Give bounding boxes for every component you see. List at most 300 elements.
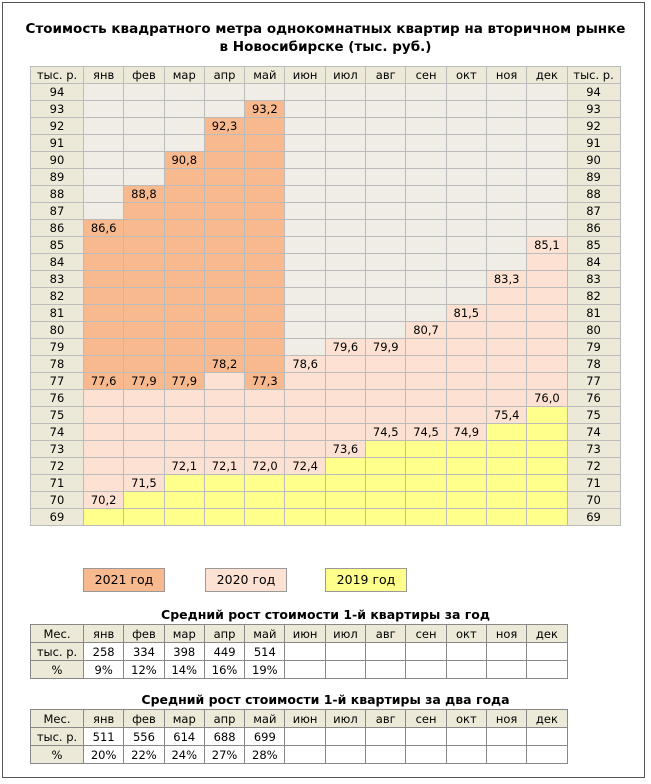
y-tick-left: 90 xyxy=(31,152,84,169)
grid-cell xyxy=(446,458,486,475)
grid-cell xyxy=(164,220,204,237)
grid-cell xyxy=(325,373,365,390)
grid-cell xyxy=(527,220,567,237)
month-header: мар xyxy=(164,710,204,728)
grid-cell xyxy=(406,373,446,390)
grid-cell xyxy=(245,322,285,339)
y-tick-left: 72 xyxy=(31,458,84,475)
grid-cell xyxy=(366,509,406,526)
growth-value xyxy=(486,728,526,746)
grid-cell xyxy=(446,203,486,220)
month-header: окт xyxy=(446,710,486,728)
growth-value xyxy=(486,643,526,661)
growth-percent xyxy=(285,746,325,764)
grid-cell xyxy=(84,356,124,373)
grid-cell xyxy=(366,390,406,407)
grid-cell xyxy=(285,186,325,203)
chart-title xyxy=(0,20,651,56)
grid-cell xyxy=(84,135,124,152)
grid-row xyxy=(31,152,621,169)
grid-row xyxy=(31,135,621,152)
grid-cell xyxy=(124,407,164,424)
grid-row xyxy=(31,407,621,424)
y-tick-left: 73 xyxy=(31,441,84,458)
growth-value: 514 xyxy=(245,643,285,661)
grid-cell xyxy=(124,441,164,458)
grid-cell xyxy=(527,186,567,203)
value-2020: 83,3 xyxy=(486,271,526,288)
grid-cell xyxy=(164,475,204,492)
growth-value: 398 xyxy=(164,643,204,661)
grid-cell xyxy=(366,254,406,271)
value-2019: 72,1 xyxy=(164,458,204,475)
grid-cell xyxy=(164,135,204,152)
grid-cell xyxy=(245,118,285,135)
grid-cell xyxy=(406,407,446,424)
grid-cell xyxy=(84,441,124,458)
y-tick-right: 83 xyxy=(567,271,620,288)
y-tick-right: 70 xyxy=(567,492,620,509)
grid-cell xyxy=(164,424,204,441)
grid-cell xyxy=(84,186,124,203)
grid-cell xyxy=(325,407,365,424)
month-header-4: апр xyxy=(204,67,244,84)
grid-cell xyxy=(124,339,164,356)
grid-cell xyxy=(527,84,567,101)
grid-row xyxy=(31,84,621,101)
grid-cell xyxy=(325,509,365,526)
grid-cell xyxy=(204,322,244,339)
grid-cell xyxy=(285,288,325,305)
value-2019: 74,5 xyxy=(406,424,446,441)
grid-cell xyxy=(446,237,486,254)
grid-cell xyxy=(285,373,325,390)
grid-cell xyxy=(245,152,285,169)
y-tick-right: 71 xyxy=(567,475,620,492)
month-header: янв xyxy=(84,710,124,728)
month-header: фев xyxy=(124,625,164,643)
value-2020: 79,9 xyxy=(366,339,406,356)
value-2020: 78,2 xyxy=(204,356,244,373)
growth-value xyxy=(325,643,365,661)
value-2020: 79,6 xyxy=(325,339,365,356)
y-tick-right: 85 xyxy=(567,237,620,254)
growth-percent: 9% xyxy=(84,661,124,679)
growth-value xyxy=(366,643,406,661)
grid-cell xyxy=(204,373,244,390)
grid-cell xyxy=(446,339,486,356)
y-tick-left: 89 xyxy=(31,169,84,186)
title-line-1: Стоимость квадратного метра однокомнатных квартир на вторичном рынке xyxy=(25,21,626,37)
grid-cell xyxy=(84,169,124,186)
growth-value: 258 xyxy=(84,643,124,661)
y-tick-left: 93 xyxy=(31,101,84,118)
grid-cell xyxy=(124,305,164,322)
grid-cell xyxy=(164,407,204,424)
grid-cell xyxy=(285,152,325,169)
month-header: апр xyxy=(204,625,244,643)
month-header-10: окт xyxy=(446,67,486,84)
growth-percent: 12% xyxy=(124,661,164,679)
grid-cell xyxy=(406,169,446,186)
grid-row xyxy=(31,254,621,271)
grid-cell xyxy=(204,271,244,288)
grid-cell xyxy=(527,475,567,492)
grid-cell xyxy=(366,441,406,458)
y-tick-left: 94 xyxy=(31,84,84,101)
value-2019: 73,6 xyxy=(325,441,365,458)
value-2019: 76,0 xyxy=(527,390,567,407)
grid-cell xyxy=(406,118,446,135)
grid-cell xyxy=(285,220,325,237)
grid-cell xyxy=(164,390,204,407)
row-label: Мес. xyxy=(31,625,84,643)
grid-cell xyxy=(406,220,446,237)
growth-value: 334 xyxy=(124,643,164,661)
month-header-1: янв xyxy=(84,67,124,84)
y-tick-left: 75 xyxy=(31,407,84,424)
grid-cell xyxy=(446,220,486,237)
value-2019: 70,2 xyxy=(84,492,124,509)
grid-cell xyxy=(245,271,285,288)
grid-cell xyxy=(204,509,244,526)
month-header-3: мар xyxy=(164,67,204,84)
stats-row xyxy=(31,746,568,764)
grid-row xyxy=(31,390,621,407)
growth-value xyxy=(325,728,365,746)
month-header: янв xyxy=(84,625,124,643)
grid-cell xyxy=(204,186,244,203)
y-tick-left: 88 xyxy=(31,186,84,203)
grid-cell xyxy=(204,475,244,492)
grid-cell xyxy=(325,237,365,254)
grid-cell xyxy=(245,135,285,152)
grid-cell xyxy=(164,186,204,203)
grid-cell xyxy=(164,339,204,356)
grid-cell xyxy=(124,220,164,237)
growth-percent: 28% xyxy=(245,746,285,764)
grid-cell xyxy=(84,509,124,526)
grid-cell xyxy=(366,492,406,509)
grid-cell xyxy=(325,135,365,152)
grid-cell xyxy=(366,118,406,135)
grid-cell xyxy=(527,101,567,118)
grid-cell xyxy=(527,203,567,220)
legend-2020: 2020 год xyxy=(205,568,287,592)
y-tick-right: 79 xyxy=(567,339,620,356)
value-2020: 80,7 xyxy=(406,322,446,339)
grid-cell xyxy=(285,237,325,254)
grid-cell xyxy=(366,220,406,237)
grid-cell xyxy=(245,424,285,441)
month-header-12: дек xyxy=(527,67,567,84)
grid-cell xyxy=(446,390,486,407)
grid-cell xyxy=(366,203,406,220)
grid-cell xyxy=(245,390,285,407)
grid-cell xyxy=(486,322,526,339)
y-tick-right: 77 xyxy=(567,373,620,390)
grid-cell xyxy=(366,475,406,492)
month-header: дек xyxy=(527,625,567,643)
grid-cell xyxy=(486,118,526,135)
growth-value xyxy=(285,643,325,661)
y-tick-right: 90 xyxy=(567,152,620,169)
grid-cell xyxy=(124,152,164,169)
grid-cell xyxy=(527,424,567,441)
month-header-11: ноя xyxy=(486,67,526,84)
grid-row xyxy=(31,203,621,220)
grid-cell xyxy=(446,101,486,118)
value-2019: 72,0 xyxy=(245,458,285,475)
row-label: тыс. р. xyxy=(31,643,84,661)
month-header: авг xyxy=(366,625,406,643)
grid-cell xyxy=(366,356,406,373)
grid-row xyxy=(31,237,621,254)
grid-cell xyxy=(245,203,285,220)
growth-percent xyxy=(285,661,325,679)
y-tick-left: 69 xyxy=(31,509,84,526)
grid-row xyxy=(31,356,621,373)
grid-cell xyxy=(204,203,244,220)
grid-cell xyxy=(164,356,204,373)
grid-cell xyxy=(164,84,204,101)
value-2020: 77,9 xyxy=(124,373,164,390)
grid-cell xyxy=(486,305,526,322)
grid-cell xyxy=(245,84,285,101)
grid-cell xyxy=(486,237,526,254)
grid-cell xyxy=(245,186,285,203)
stats-two-years-table xyxy=(30,709,568,764)
y-tick-right: 87 xyxy=(567,203,620,220)
y-tick-right: 69 xyxy=(567,509,620,526)
growth-value: 511 xyxy=(84,728,124,746)
grid-cell xyxy=(366,152,406,169)
y-tick-left: 84 xyxy=(31,254,84,271)
grid-cell xyxy=(84,322,124,339)
month-header-9: сен xyxy=(406,67,446,84)
growth-value xyxy=(406,728,446,746)
row-label: Мес. xyxy=(31,710,84,728)
grid-cell xyxy=(204,169,244,186)
grid-cell xyxy=(527,322,567,339)
grid-cell xyxy=(527,254,567,271)
y-tick-left: 83 xyxy=(31,271,84,288)
value-2019: 74,5 xyxy=(366,424,406,441)
growth-value: 699 xyxy=(245,728,285,746)
y-tick-right: 89 xyxy=(567,169,620,186)
growth-value xyxy=(285,728,325,746)
grid-cell xyxy=(164,271,204,288)
y-tick-right: 72 xyxy=(567,458,620,475)
value-2019: 71,5 xyxy=(124,475,164,492)
grid-cell xyxy=(446,373,486,390)
y-tick-right: 80 xyxy=(567,322,620,339)
axis-header-left: тыс. р. xyxy=(31,67,84,84)
grid-cell xyxy=(84,390,124,407)
month-header: фев xyxy=(124,710,164,728)
growth-percent xyxy=(325,746,365,764)
axis-header-right: тыс. р. xyxy=(567,67,620,84)
grid-cell xyxy=(164,288,204,305)
grid-cell xyxy=(325,305,365,322)
grid-cell xyxy=(84,152,124,169)
grid-cell xyxy=(366,169,406,186)
grid-cell xyxy=(164,305,204,322)
y-tick-right: 81 xyxy=(567,305,620,322)
grid-header-row xyxy=(31,67,621,84)
grid-cell xyxy=(84,254,124,271)
y-tick-left: 92 xyxy=(31,118,84,135)
grid-cell xyxy=(285,203,325,220)
grid-cell xyxy=(285,509,325,526)
grid-cell xyxy=(84,288,124,305)
grid-cell xyxy=(486,169,526,186)
y-tick-right: 78 xyxy=(567,356,620,373)
growth-value xyxy=(446,643,486,661)
grid-cell xyxy=(486,509,526,526)
growth-percent: 22% xyxy=(124,746,164,764)
grid-cell xyxy=(84,339,124,356)
growth-percent: 20% xyxy=(84,746,124,764)
value-2021: 92,3 xyxy=(204,118,244,135)
month-header: июн xyxy=(285,625,325,643)
grid-cell xyxy=(204,424,244,441)
grid-cell xyxy=(285,305,325,322)
grid-cell xyxy=(84,407,124,424)
month-header: июл xyxy=(325,625,365,643)
y-tick-right: 88 xyxy=(567,186,620,203)
y-tick-right: 73 xyxy=(567,441,620,458)
value-2021: 86,6 xyxy=(84,220,124,237)
grid-cell xyxy=(486,84,526,101)
grid-cell xyxy=(285,135,325,152)
grid-cell xyxy=(124,458,164,475)
value-2021: 90,8 xyxy=(164,152,204,169)
y-tick-right: 84 xyxy=(567,254,620,271)
month-header: сен xyxy=(406,710,446,728)
grid-cell xyxy=(446,475,486,492)
grid-cell xyxy=(406,271,446,288)
grid-cell xyxy=(486,424,526,441)
grid-cell xyxy=(84,424,124,441)
grid-row xyxy=(31,509,621,526)
grid-cell xyxy=(446,288,486,305)
value-2019: 74,9 xyxy=(446,424,486,441)
grid-cell xyxy=(285,390,325,407)
y-tick-left: 86 xyxy=(31,220,84,237)
grid-cell xyxy=(124,169,164,186)
grid-row xyxy=(31,220,621,237)
y-tick-left: 82 xyxy=(31,288,84,305)
growth-percent: 14% xyxy=(164,661,204,679)
stats-two-years-title: Средний рост стоимости 1-й квартиры за два года xyxy=(141,692,510,707)
grid-cell xyxy=(406,135,446,152)
grid-cell xyxy=(285,271,325,288)
grid-row xyxy=(31,101,621,118)
grid-cell xyxy=(406,288,446,305)
grid-row xyxy=(31,373,621,390)
grid-row xyxy=(31,322,621,339)
grid-cell xyxy=(204,407,244,424)
grid-cell xyxy=(527,118,567,135)
grid-cell xyxy=(527,152,567,169)
growth-percent xyxy=(366,661,406,679)
grid-cell xyxy=(406,509,446,526)
grid-cell xyxy=(527,169,567,186)
grid-cell xyxy=(124,237,164,254)
grid-cell xyxy=(527,441,567,458)
grid-cell xyxy=(366,305,406,322)
grid-cell xyxy=(325,288,365,305)
grid-row xyxy=(31,339,621,356)
growth-percent xyxy=(366,746,406,764)
grid-cell xyxy=(406,237,446,254)
grid-cell xyxy=(204,254,244,271)
grid-cell xyxy=(325,475,365,492)
y-tick-right: 94 xyxy=(567,84,620,101)
stats-year-table xyxy=(30,624,568,679)
grid-cell xyxy=(325,203,365,220)
grid-cell xyxy=(124,424,164,441)
y-tick-left: 91 xyxy=(31,135,84,152)
grid-cell xyxy=(124,118,164,135)
grid-cell xyxy=(204,305,244,322)
grid-row xyxy=(31,288,621,305)
grid-cell xyxy=(366,458,406,475)
grid-cell xyxy=(325,84,365,101)
grid-cell xyxy=(527,509,567,526)
grid-cell xyxy=(164,322,204,339)
grid-cell xyxy=(285,118,325,135)
stats-row xyxy=(31,710,568,728)
grid-row xyxy=(31,475,621,492)
value-2020: 81,5 xyxy=(446,305,486,322)
grid-row xyxy=(31,492,621,509)
grid-cell xyxy=(446,441,486,458)
grid-cell xyxy=(527,305,567,322)
grid-cell xyxy=(486,458,526,475)
grid-cell xyxy=(486,101,526,118)
grid-cell xyxy=(366,186,406,203)
grid-cell xyxy=(124,390,164,407)
grid-cell xyxy=(285,101,325,118)
grid-cell xyxy=(245,492,285,509)
grid-cell xyxy=(124,254,164,271)
grid-cell xyxy=(245,339,285,356)
grid-cell xyxy=(406,475,446,492)
y-tick-left: 71 xyxy=(31,475,84,492)
grid-cell xyxy=(124,322,164,339)
grid-cell xyxy=(164,237,204,254)
month-header: апр xyxy=(204,710,244,728)
grid-cell xyxy=(325,186,365,203)
growth-value: 688 xyxy=(204,728,244,746)
grid-cell xyxy=(406,492,446,509)
grid-cell xyxy=(84,305,124,322)
growth-value: 556 xyxy=(124,728,164,746)
y-tick-right: 74 xyxy=(567,424,620,441)
grid-cell xyxy=(124,492,164,509)
price-grid xyxy=(30,66,621,526)
grid-cell xyxy=(406,441,446,458)
growth-percent xyxy=(446,661,486,679)
grid-cell xyxy=(406,254,446,271)
grid-cell xyxy=(527,339,567,356)
grid-cell xyxy=(245,356,285,373)
grid-cell xyxy=(366,237,406,254)
grid-cell xyxy=(486,492,526,509)
grid-cell xyxy=(325,271,365,288)
